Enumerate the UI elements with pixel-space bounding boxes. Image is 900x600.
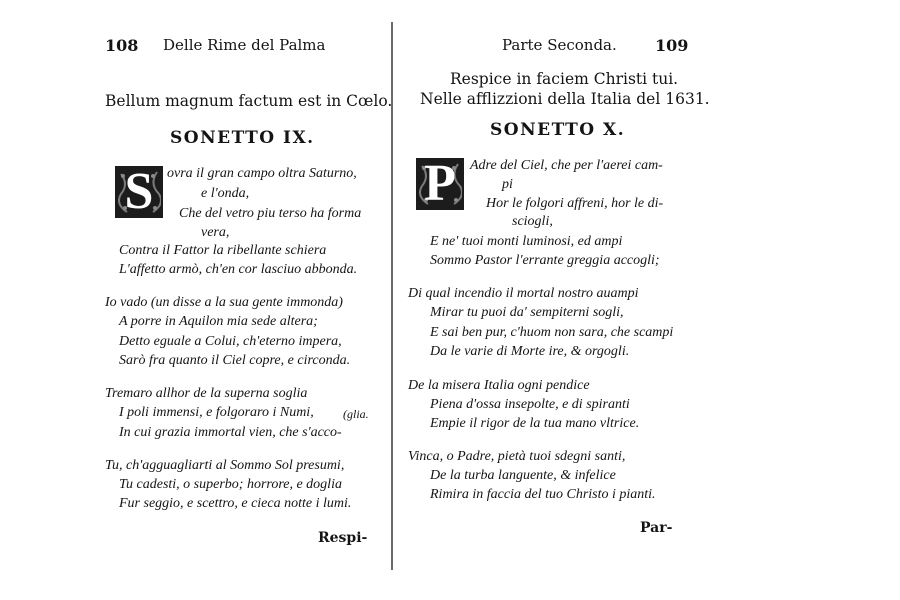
verse-line: Da le varie di Morte ire, & orgogli.: [430, 344, 630, 359]
verse-line: e l'onda,: [201, 186, 250, 201]
verse-line: Tremaro allhor de la superna soglia: [105, 386, 308, 401]
verse-line: Mirar tu puoi da' sempiterni sogli,: [430, 305, 624, 320]
verse-line: E ne' tuoi monti luminosi, ed ampi: [430, 234, 623, 249]
verse-line: Sarò fra quanto il Ciel copre, e circonda.: [119, 353, 351, 368]
verse-line: Vinca, o Padre, pietà tuoi sdegni santi,: [408, 449, 626, 464]
verse-line: Rimira in faccia del tuo Christo i pianti.: [430, 487, 656, 502]
decorated-initial-icon: [416, 158, 464, 210]
verse-line: Fur seggio, e scettro, e cieca notte i lumi.: [119, 496, 352, 511]
decorated-initial-icon: [115, 166, 163, 218]
verse-line: A porre in Aquilon mia sede altera;: [119, 314, 318, 329]
verse-line: De la turba languente, & infelice: [430, 468, 616, 483]
verse-line: Tu cadesti, o superbo; horrore, e doglia: [119, 477, 342, 492]
catchword: Respi-: [318, 530, 368, 546]
verse-line: Hor le folgori affreni, hor le di-: [486, 196, 664, 211]
verse-line: Empie il rigor de la tua mano vltrice.: [430, 416, 640, 431]
left-page: [105, 0, 393, 600]
right-page: [408, 0, 708, 600]
verse-line: sciogli,: [512, 214, 553, 229]
sonnet-title: SONETTO X.: [490, 120, 626, 140]
verse-line: Contra il Fattor la ribellante schiera: [119, 243, 327, 258]
epigraph: Nelle afflizzioni della Italia del 1631.: [420, 90, 710, 108]
sonnet-title: SONETTO IX.: [170, 128, 315, 148]
drop-cap-letter: S: [124, 166, 154, 218]
catchword: Par-: [640, 520, 673, 536]
verse-line-turnover: (glia.: [343, 407, 369, 421]
drop-cap-letter: P: [424, 158, 456, 210]
verse-line: vera,: [201, 225, 230, 240]
running-head: Parte Seconda.: [502, 36, 617, 54]
verse-line: E sai ben pur, c'huom non sara, che scampi: [430, 325, 674, 340]
verse-line: Di qual incendio il mortal nostro auampi: [408, 286, 639, 301]
epigraph: Respice in faciem Christi tui.: [450, 70, 679, 88]
running-head: Delle Rime del Palma: [163, 36, 326, 54]
verse-line: Detto eguale a Colui, ch'eterno impera,: [119, 334, 342, 349]
verse-line: Adre del Ciel, che per l'aerei cam-: [470, 158, 663, 173]
verse-line: In cui grazia immortal vien, che s'acco-: [119, 425, 342, 440]
epigraph: Bellum magnum factum est in Cœlo.: [105, 92, 393, 110]
verse-line: Che del vetro piu terso ha forma: [179, 206, 362, 221]
verse-line: pi: [502, 177, 513, 192]
verse-line: L'affetto armò, ch'en cor lasciuo abbonda.: [119, 262, 358, 277]
page-number: 108: [105, 36, 139, 55]
verse-line: Piena d'ossa insepolte, e di spiranti: [430, 397, 630, 412]
page-number: 109: [655, 36, 689, 55]
verse-line: I poli immensi, e folgoraro i Numi,: [119, 405, 314, 420]
verse-line: ovra il gran campo oltra Saturno,: [167, 166, 357, 181]
verse-line: De la misera Italia ogni pendice: [408, 378, 590, 393]
verse-line: Tu, ch'agguagliarti al Sommo Sol presumi,: [105, 458, 345, 473]
verse-line: Io vado (un disse a la sua gente immonda): [105, 295, 343, 310]
verse-line: Sommo Pastor l'errante greggia accogli;: [430, 253, 660, 268]
